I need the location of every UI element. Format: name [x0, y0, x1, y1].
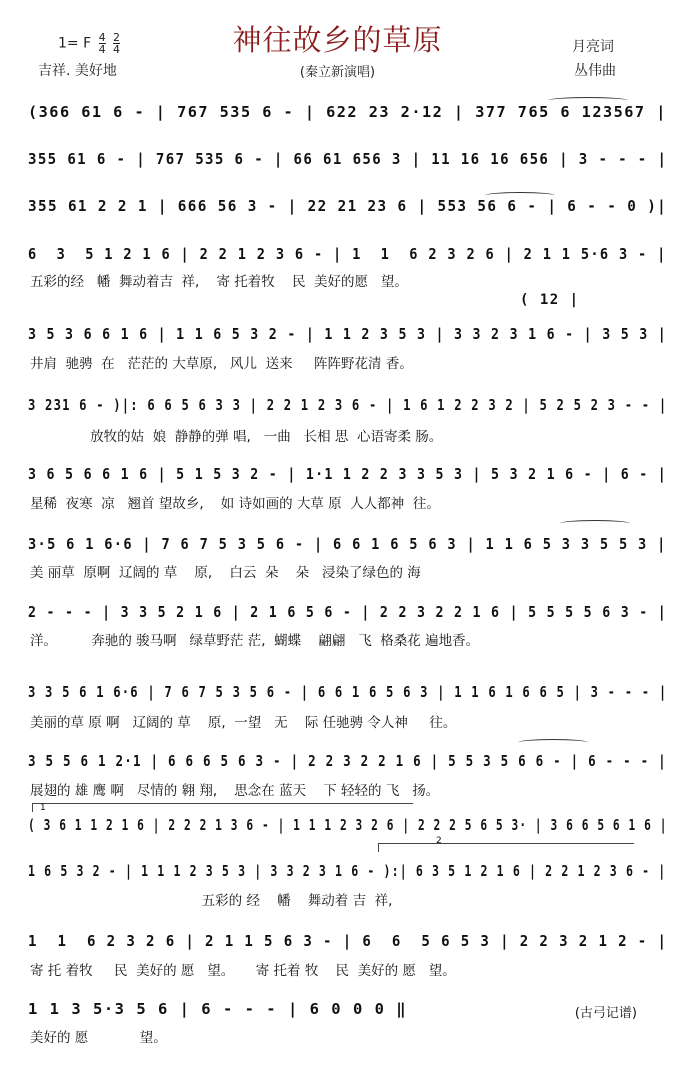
song-title: 神往故乡的草原	[232, 23, 443, 57]
slur-mark	[560, 520, 630, 527]
lyric-line-14: 寄 托 着牧 民 美好的 愿 望。 寄 托着 牧 民 美好的 愿 望。	[30, 963, 456, 979]
lyric-line-7: 星稀 夜寒 凉 翘首 望故乡, 如 诗如画的 大草 原 人人都神 往。	[30, 496, 440, 512]
score-line-10: 3 3 5 6 1 6·6 | 7 6 7 5 3 5 6 - | 6 6 1 6 5 6 3 | 1 1 6 1 6 6 5 | 3 - - - |	[28, 683, 668, 701]
score-line-9: 2 - - - | 3 3 5 2 1 6 | 2 1 6 5 6 - | 2 2 3 2 2 1 6 | 5 5 5 5 6 3 - |	[28, 603, 668, 621]
lyric-line-9: 洋。 奔驰的 骏马啊 绿草野茫 茫, 蝴蝶 翩翩 飞 格桑花 遍地香。	[30, 633, 480, 649]
score-line-5: 3 5 3 6 6 1 6 | 1 1 6 5 3 2 - | 1 1 2 3 5 3 | 3 3 2 3 1 6 - | 3 5 3 |	[28, 325, 668, 343]
lyric-line-13: 五彩的 经 幡 舞动着 吉 祥,	[30, 893, 393, 909]
score-line-4: 6 3 5 1 2 1 6 | 2 2 1 2 3 6 - | 1 1 6 2 3 2 6 | 2 1 1 5·6 3 - |	[28, 245, 667, 263]
slur-mark	[485, 192, 555, 199]
score-line-7: 3 6 5 6 6 1 6 | 5 1 5 3 2 - | 1·1 1 2 2 3 3 5 3 | 5 3 2 1 6 - | 6 - |	[28, 465, 668, 483]
score-line-1: (366 61 6 - | 767 535 6 - | 622 23 2·12 | 377 765 6 123567 |	[28, 103, 667, 121]
slur-mark	[548, 97, 628, 104]
lyric-line-5: 井肩 驰骋 在 茫茫的 大草原, 风儿 送来 阵阵野花清 香。	[30, 356, 413, 372]
score-line-15: 1 1 3 5·3 5 6 | 6 - - - | 6 0 0 0 ‖	[28, 1000, 408, 1018]
volta-bracket-2	[378, 843, 634, 852]
transcriber-credit: (古弓记谱)	[574, 1006, 637, 1021]
score-line-3: 355 61 2 2 1 | 666 56 3 - | 22 21 23 6 | 553 56 6 - | 6 - - 0 )|	[28, 197, 668, 215]
volta-number-2: 2	[436, 836, 442, 846]
score-line-8: 3·5 6 1 6·6 | 7 6 7 5 3 5 6 - | 6 6 1 6 5 6 3 | 1 1 6 5 3 3 5 5 3 |	[28, 535, 667, 553]
key-label: 1= F	[58, 35, 92, 52]
slur-mark	[518, 739, 588, 746]
intro-bracket: ( 12 |	[520, 292, 580, 308]
performer-subtitle: (秦立新演唱)	[299, 65, 376, 80]
lyric-line-4: 五彩的经 幡 舞动着吉 祥, 寄 托着牧 民 美好的愿 望。	[30, 274, 408, 290]
score-line-14: 1 1 6 2 3 2 6 | 2 1 1 5 6 3 - | 6 6 5 6 5 3 | 2 2 3 2 1 2 - |	[28, 932, 668, 950]
time-signature-2: $\frac{2}{4}$	[113, 31, 121, 56]
lyric-line-6: 放牧的姑 娘 静静的弹 唱, 一曲 长相 思 心语寄柔 肠。	[30, 429, 443, 445]
lyric-line-10: 美丽的草 原 啊 辽阔的 草 原, 一望 无 际 任驰骋 令人神 往。	[30, 715, 457, 731]
lyric-line-15: 美好的 愿 望。	[30, 1030, 167, 1046]
composer-credit: 丛伟曲	[574, 63, 616, 79]
volta-number-1: 1	[40, 803, 46, 813]
volta-bracket-1	[32, 803, 413, 812]
lyric-line-11: 展翅的 雄 鹰 啊 尽情的 翱 翔, 思念在 蓝天 下 轻轻的 飞 扬。	[30, 783, 440, 799]
score-line-13: 1 6 5 3 2 - | 1 1 1 2 3 5 3 | 3 3 2 3 1 6 - ):| 6 3 5 1 2 1 6 | 2 2 1 2 3 6 - |	[28, 862, 667, 880]
score-line-2: 355 61 6 - | 767 535 6 - | 66 61 656 3 | 11 16 16 656 | 3 - - - |	[28, 150, 668, 168]
lyricist-credit: 月亮词	[572, 39, 614, 55]
score-line-6: 3 231 6 - )|: 6 6 5 6 3 3 | 2 2 1 2 3 6 - | 1 6 1 2 2 3 2 | 5 2 5 2 3 - - |	[28, 396, 668, 414]
score-line-12: ( 3 6 1 1 2 1 6 | 2 2 2 1 3 6 - | 1 1 1 2 3 2 6 | 2 2 2 5 6 5 3· | 3 6 6 5 6 1 6 |	[28, 816, 668, 834]
lyric-line-8: 美 丽草 原啊 辽阔的 草 原, 白云 朵 朵 浸染了绿色的 海	[30, 565, 421, 581]
score-line-11: 3 5 5 6 1 2·1 | 6 6 6 5 6 3 - | 2 2 3 2 2 1 6 | 5 5 3 5 6 6 - | 6 - - - |	[28, 752, 667, 770]
tempo-marking: 吉祥. 美好地	[38, 63, 117, 79]
time-signature-1: $\frac{4}{4}$	[98, 31, 106, 56]
key-signature	[58, 32, 120, 55]
